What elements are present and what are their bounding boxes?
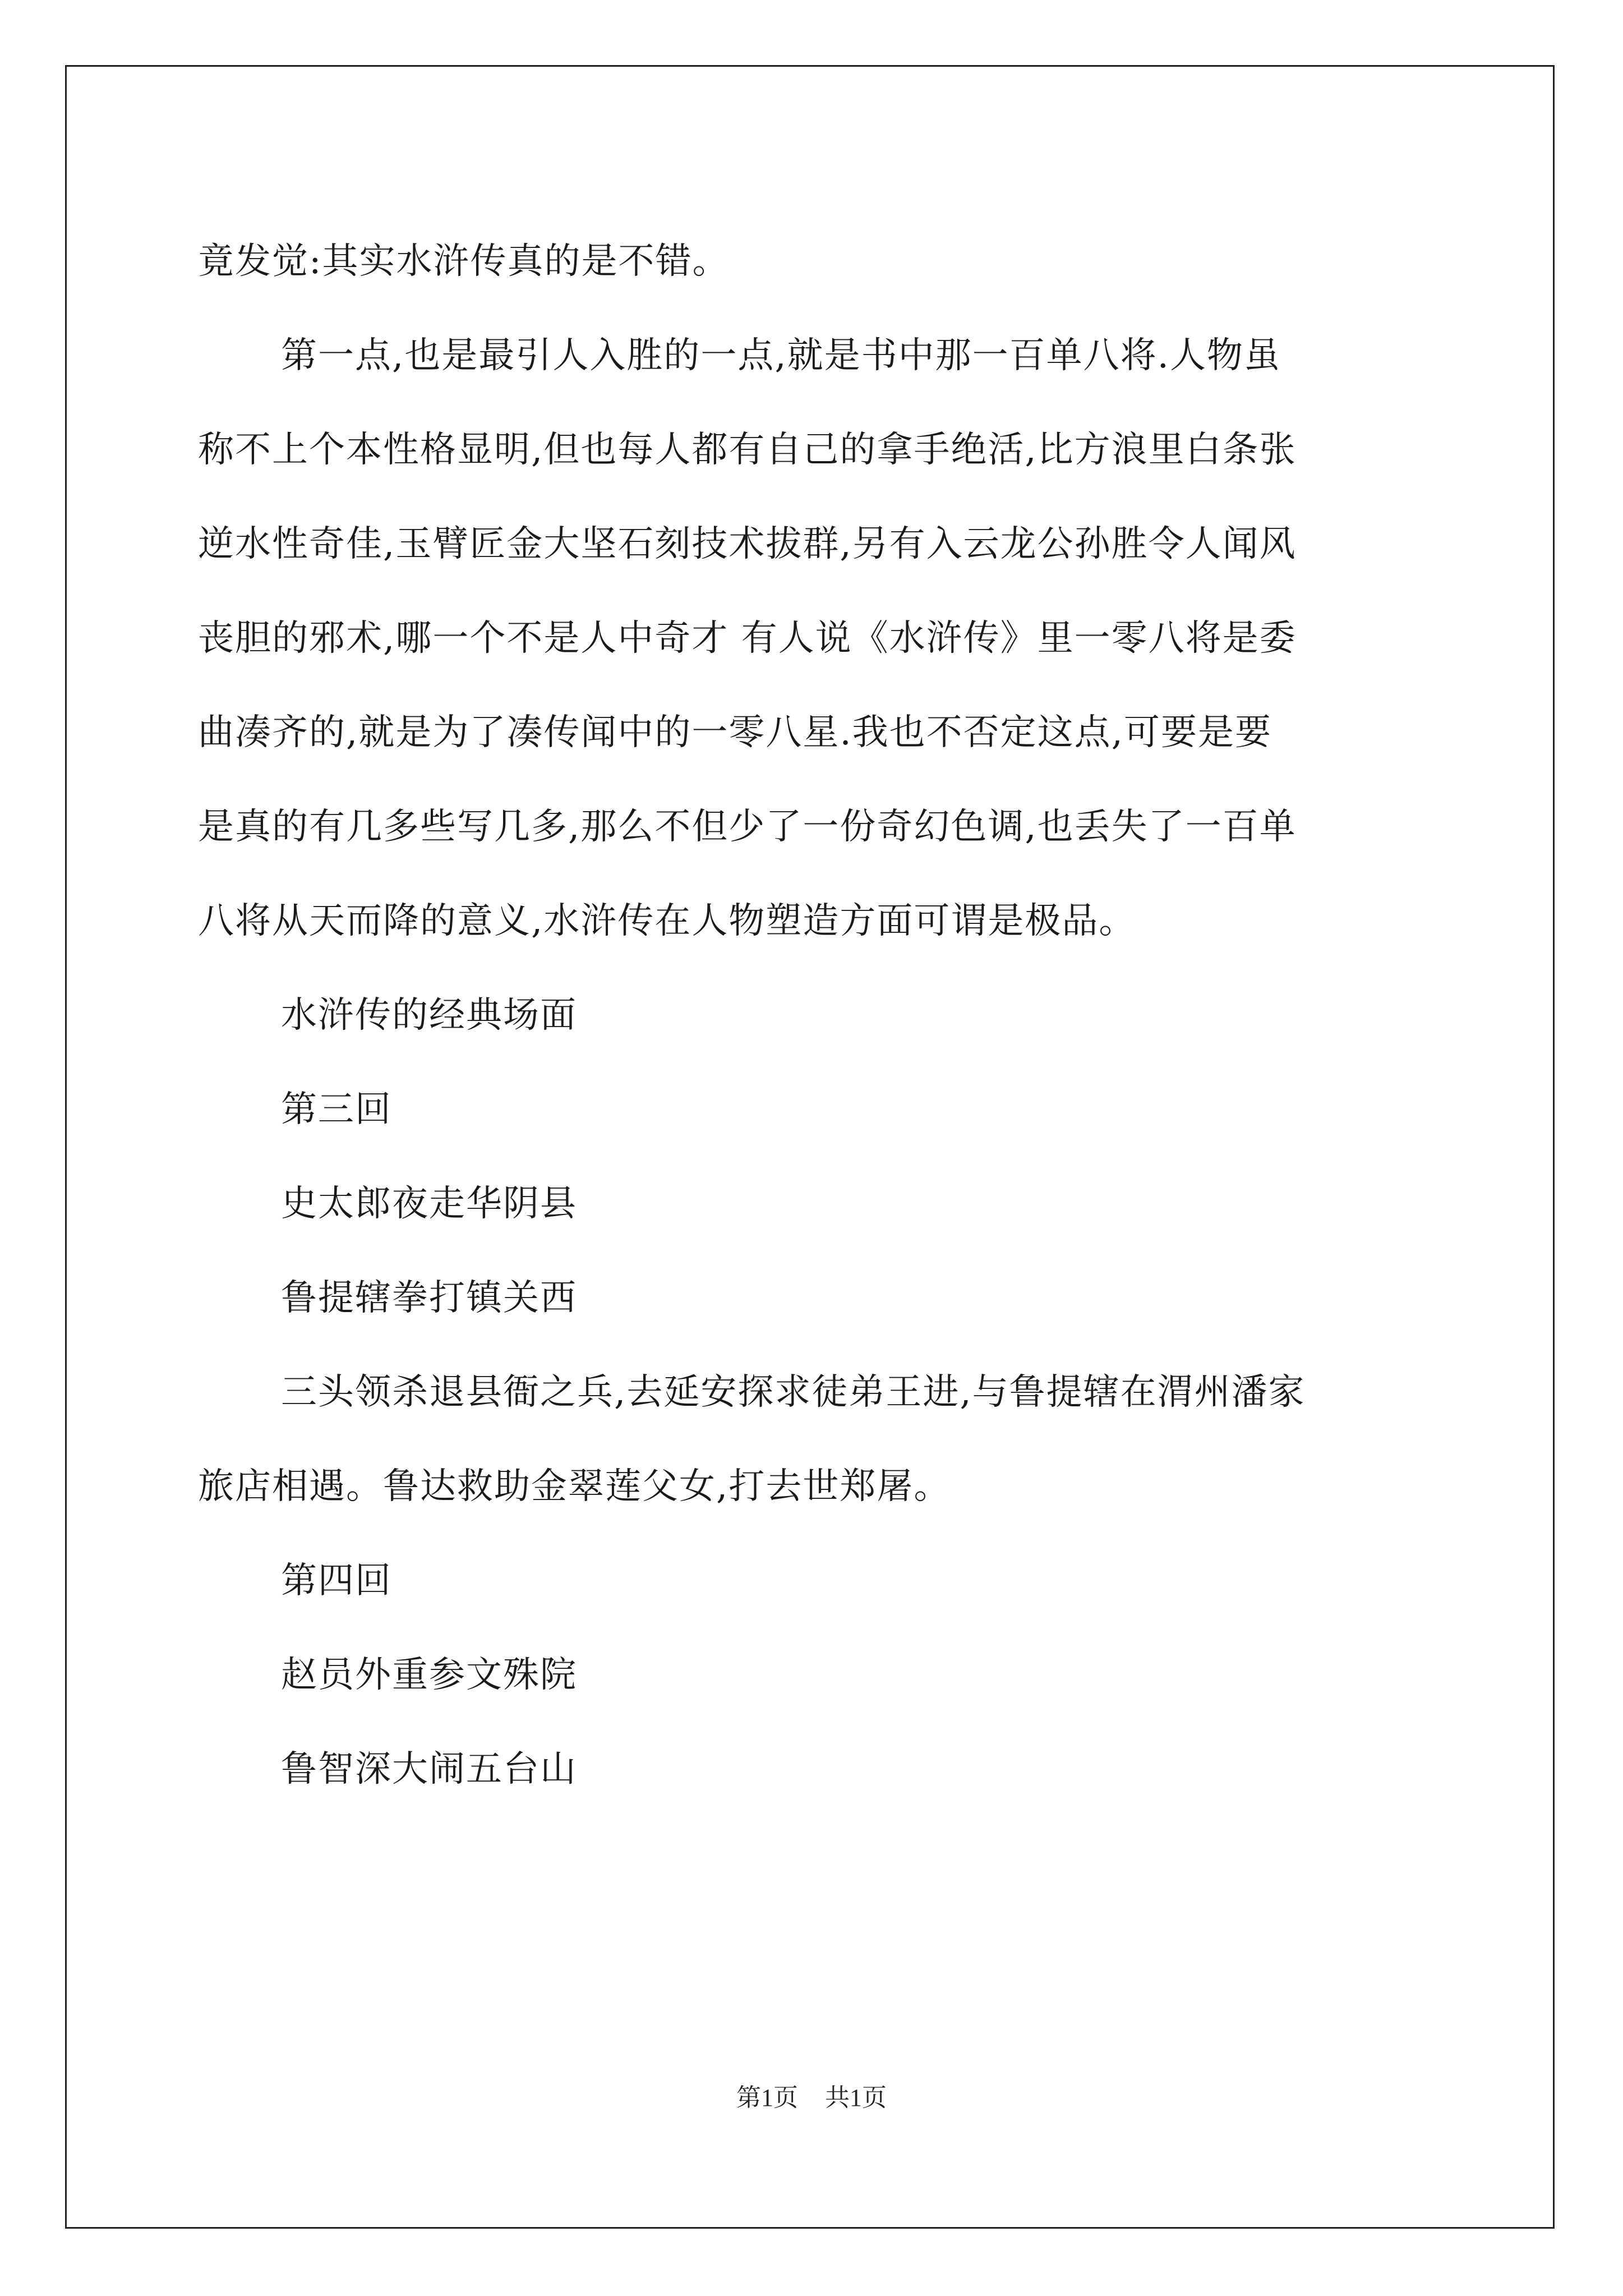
- page-footer: [0, 2081, 1623, 2115]
- chapter-title-line: 赵员外重参文殊院: [281, 1654, 577, 1696]
- document-body: [198, 214, 1429, 1816]
- paragraph-line: 曲凑齐的,就是为了凑传闻中的一零八星.我也不否定这点,可要是要: [198, 712, 1272, 753]
- chapter-title-line: 史太郎夜走华阴县: [281, 1183, 577, 1225]
- paragraph-line: 是真的有几多些写几多,那么不但少了一份奇幻色调,也丢失了一百单: [198, 806, 1297, 848]
- paragraph-line: 八将从天而降的意义,水浒传在人物塑造方面可谓是极品。: [198, 900, 1136, 942]
- paragraph-line: 旅店相遇。鲁达救助金翠莲父女,打去世郑屠。: [198, 1466, 951, 1507]
- paragraph-line: 丧胆的邪术,哪一个不是人中奇才 有人说《水浒传》里一零八将是委: [198, 618, 1297, 659]
- chapter-title-line: 鲁智深大闹五台山: [281, 1749, 577, 1790]
- paragraph-line: 三头领杀退县衙之兵,去延安探求徒弟王进,与鲁提辖在渭州潘家: [281, 1372, 1306, 1413]
- section-heading: 水浒传的经典场面: [281, 995, 577, 1036]
- chapter-number: 第四回: [281, 1560, 392, 1602]
- chapter-title-line: 鲁提辖拳打镇关西: [281, 1277, 577, 1319]
- chapter-number: 第三回: [281, 1089, 392, 1130]
- paragraph-line: 竟发觉:其实水浒传真的是不错。: [198, 241, 730, 282]
- paragraph-line: 称不上个本性格显明,但也每人都有自己的拿手绝活,比方浪里白条张: [198, 429, 1297, 471]
- page-total: 共1页: [825, 2084, 887, 2111]
- paragraph-line: 第一点,也是最引人入胜的一点,就是书中那一百单八将.人物虽: [281, 335, 1281, 376]
- paragraph-line: 逆水性奇佳,玉臂匠金大坚石刻技术拔群,另有入云龙公孙胜令人闻风: [198, 523, 1297, 565]
- page-number: 第1页: [736, 2084, 798, 2111]
